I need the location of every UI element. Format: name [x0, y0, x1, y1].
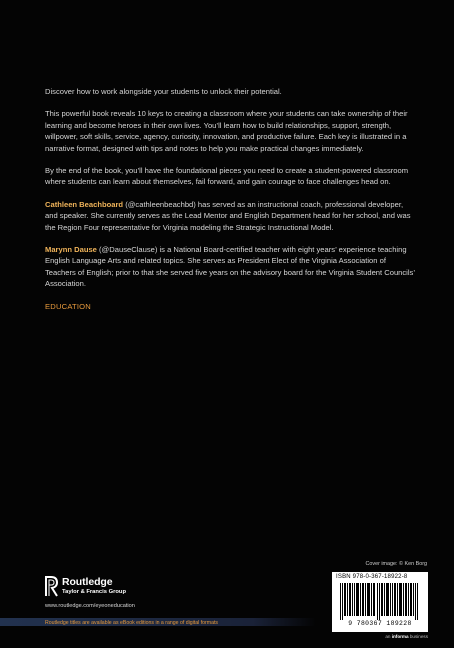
- category-label: EDUCATION: [45, 301, 91, 311]
- barcode-number: 9 780367 189228: [348, 620, 412, 627]
- author-bio-text: (@cathleenbeachbd) has served as an instructional coach, professional developer, and speaker. She currently serves as the Lead Mentor and English Department head for her school, and was the Region Four representative for Virginia modeling the Strategic Instructional Model.: [45, 199, 411, 232]
- informa-business-line: [385, 634, 428, 639]
- author-name: Marynn Dause: [45, 245, 97, 255]
- isbn-barcode: [332, 572, 428, 632]
- publisher-website: www.routledge.com/eyeoneducation: [45, 603, 135, 609]
- back-cover-copy: [45, 86, 417, 312]
- barcode-graphic: [338, 583, 422, 620]
- routledge-logo-icon: [45, 575, 59, 597]
- outcome-paragraph: By the end of the book, you’ll have the foundational pieces you need to create a student-powered classroom where students can learn about themselves, fail forward, and gain courage to face challenges head on.: [45, 166, 409, 187]
- intro-paragraph: Discover how to work alongside your students to unlock their potential.: [45, 87, 282, 96]
- informa-suffix: business: [408, 634, 428, 639]
- author-bio-text: (@DauseClause) is a National Board-certified teacher with eight years’ experience teaching English Language Arts and related topics. She serves as President Elect of the Virginia Association of Teachers of English; prior to that she served five years on the advisory board for the Virginia Student Councils’ Association.: [45, 245, 415, 289]
- informa-prefix: an: [385, 634, 392, 639]
- cover-image-credit: Cover image: © Ken Borg: [365, 561, 427, 567]
- informa-brand: informa: [391, 634, 409, 639]
- author-bio-1: [45, 199, 417, 233]
- author-bio-2: [45, 244, 417, 290]
- isbn-label: ISBN 978-0-367-18922-8: [336, 574, 408, 580]
- author-name: Cathleen Beachboard: [45, 199, 124, 209]
- publisher-tagline: Taylor & Francis Group: [62, 589, 126, 595]
- ebook-availability-note: Routledge titles are available as eBook editions in a range of digital formats: [45, 620, 219, 626]
- publisher-name: Routledge: [62, 576, 113, 588]
- publisher-logo: [45, 575, 185, 599]
- description-paragraph: This powerful book reveals 10 keys to creating a classroom where your students can take ownership of their learning and become heroes in their own lives. You’ll learn how to build relationships, support, strength, willpower, soft skills, service, agency, curiosity, innovation, and productive failure. Each key is illustrated in a narrative format, designed with tips and notes to help you make practical changes immediately.: [45, 109, 408, 153]
